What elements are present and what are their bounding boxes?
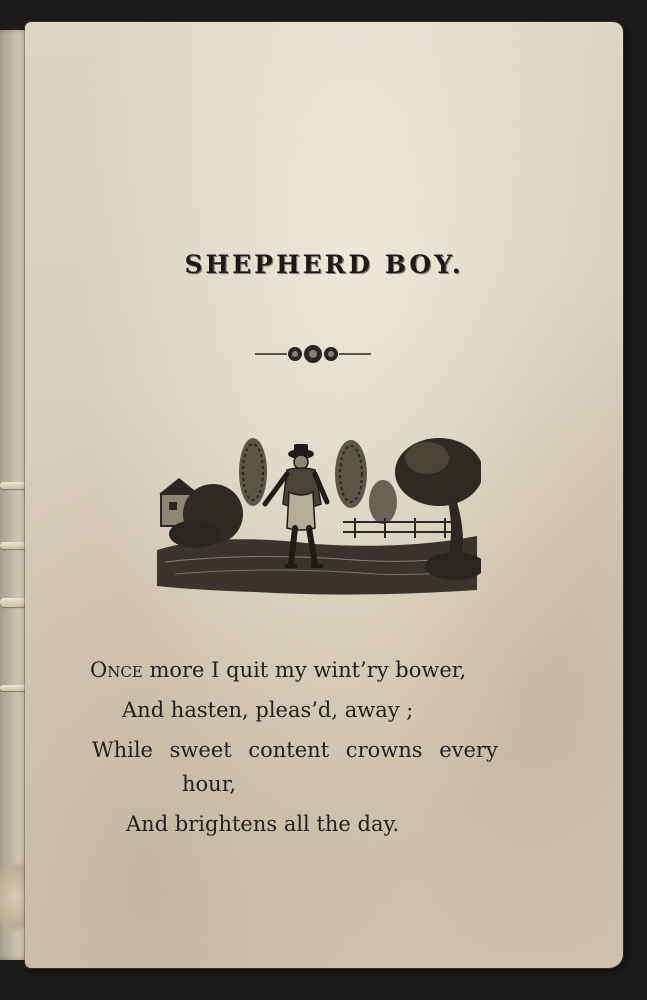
verse-line-2: And hasten, pleas’d, away ; [122, 698, 414, 722]
verse-line-1 [90, 650, 590, 690]
shepherd-woodcut-illustration [155, 432, 481, 596]
book-page [25, 22, 623, 968]
verse-line-4: hour, [182, 772, 237, 796]
ornament-divider-icon [253, 340, 373, 368]
verse-line-5: And brightens all the day. [126, 812, 400, 836]
verse-line-3: While sweet content crowns every [92, 738, 498, 762]
page-title: SHEPHERD BOY. [184, 250, 464, 279]
poem-verse [90, 650, 590, 844]
verse-line-1-text: more I quit my wint’ry bower, [142, 658, 467, 682]
verse-first-word: Once [90, 658, 143, 682]
